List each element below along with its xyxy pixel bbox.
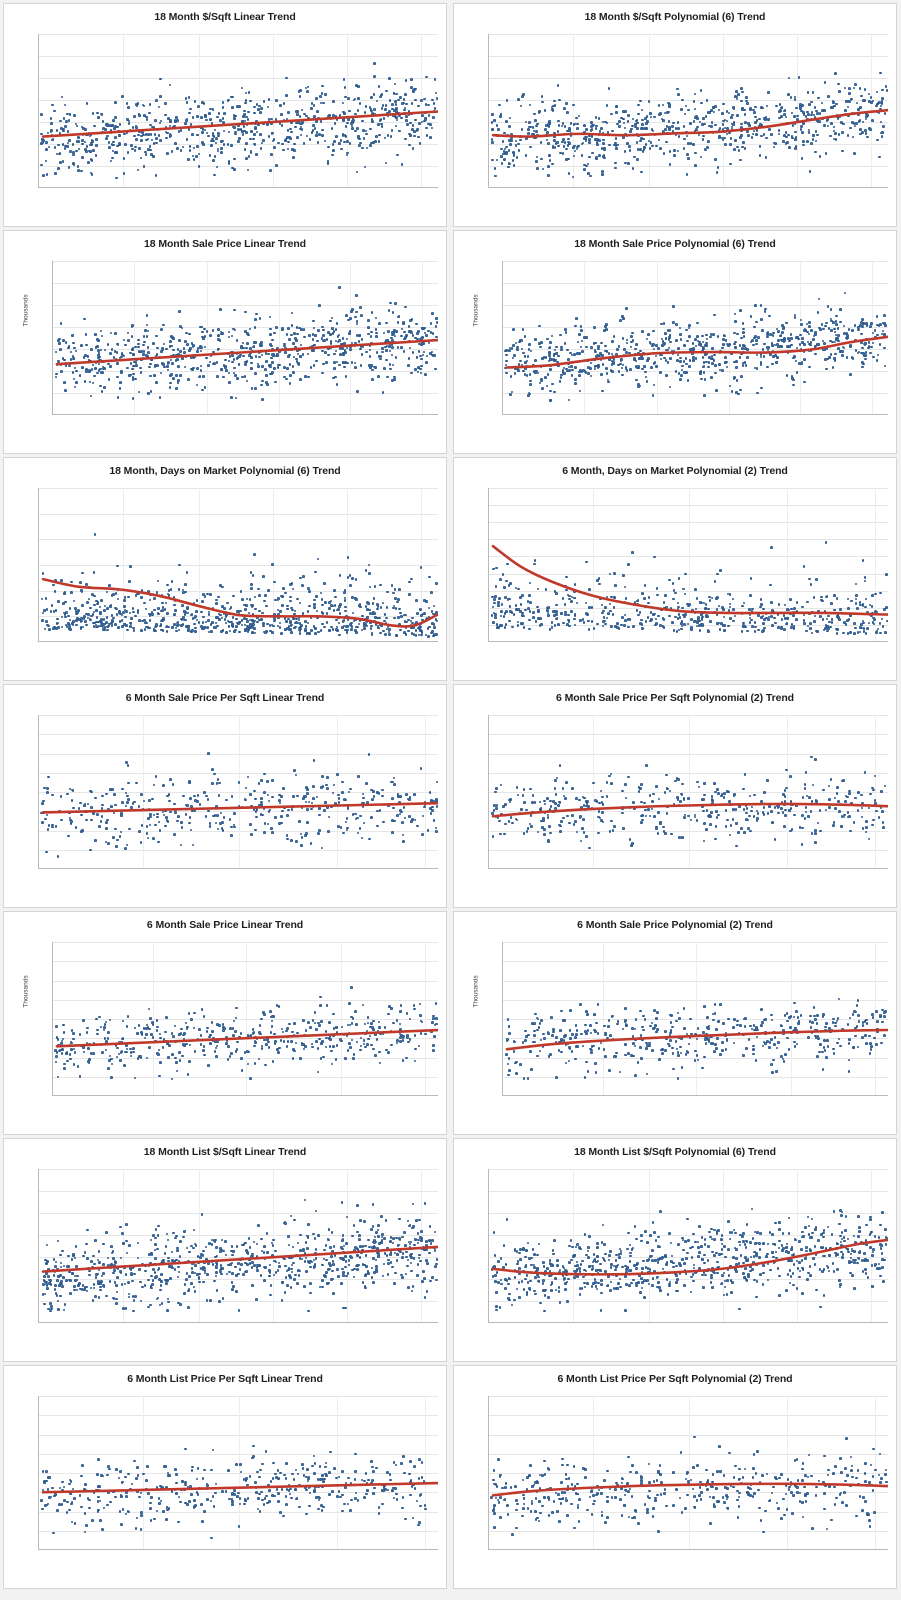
chart-title: 18 Month $/Sqft Polynomial (6) Trend [584, 11, 766, 23]
plot-wrapper [4, 707, 446, 907]
y-axis-title: Thousands [472, 294, 480, 327]
chart-title: 6 Month Sale Price Per Sqft Linear Trend [125, 692, 325, 704]
plot-wrapper [4, 253, 446, 453]
trend-path [43, 111, 438, 136]
trend-line [39, 34, 438, 188]
plot-area [488, 34, 888, 188]
trend-line [489, 488, 888, 642]
trend-line [503, 261, 888, 415]
plot-wrapper [454, 253, 896, 453]
trend-path [57, 340, 438, 364]
plot-wrapper [4, 480, 446, 680]
chart-title: 6 Month, Days on Market Polynomial (2) Trend [562, 465, 788, 477]
trend-path [493, 546, 888, 614]
chart-card [453, 230, 897, 454]
chart-title: 18 Month $/Sqft Linear Trend [154, 11, 296, 23]
chart-title: 18 Month Sale Price Linear Trend [144, 238, 306, 250]
plot-area [488, 488, 888, 642]
y-axis-title: Thousands [22, 294, 30, 327]
chart-title: 18 Month, Days on Market Polynomial (6) Trend [109, 465, 341, 477]
trend-line [39, 488, 438, 642]
chart-card [3, 684, 447, 908]
plot-area [38, 34, 438, 188]
trend-path [507, 337, 888, 368]
chart-card [3, 457, 447, 681]
plot-area [502, 261, 888, 415]
plot-wrapper [454, 26, 896, 226]
chart-card [3, 3, 447, 227]
trend-line [489, 34, 888, 188]
chart-title: 18 Month Sale Price Polynomial (6) Trend [574, 238, 776, 250]
plot-wrapper [4, 26, 446, 226]
chart-card [3, 230, 447, 454]
trend-path [43, 579, 438, 626]
trend-path [493, 110, 888, 136]
plot-area [52, 261, 438, 415]
chart-card [453, 457, 897, 681]
plot-wrapper [454, 480, 896, 680]
trend-line [53, 261, 438, 415]
chart-card [453, 3, 897, 227]
plot-area [38, 488, 438, 642]
plot-area [38, 715, 438, 869]
